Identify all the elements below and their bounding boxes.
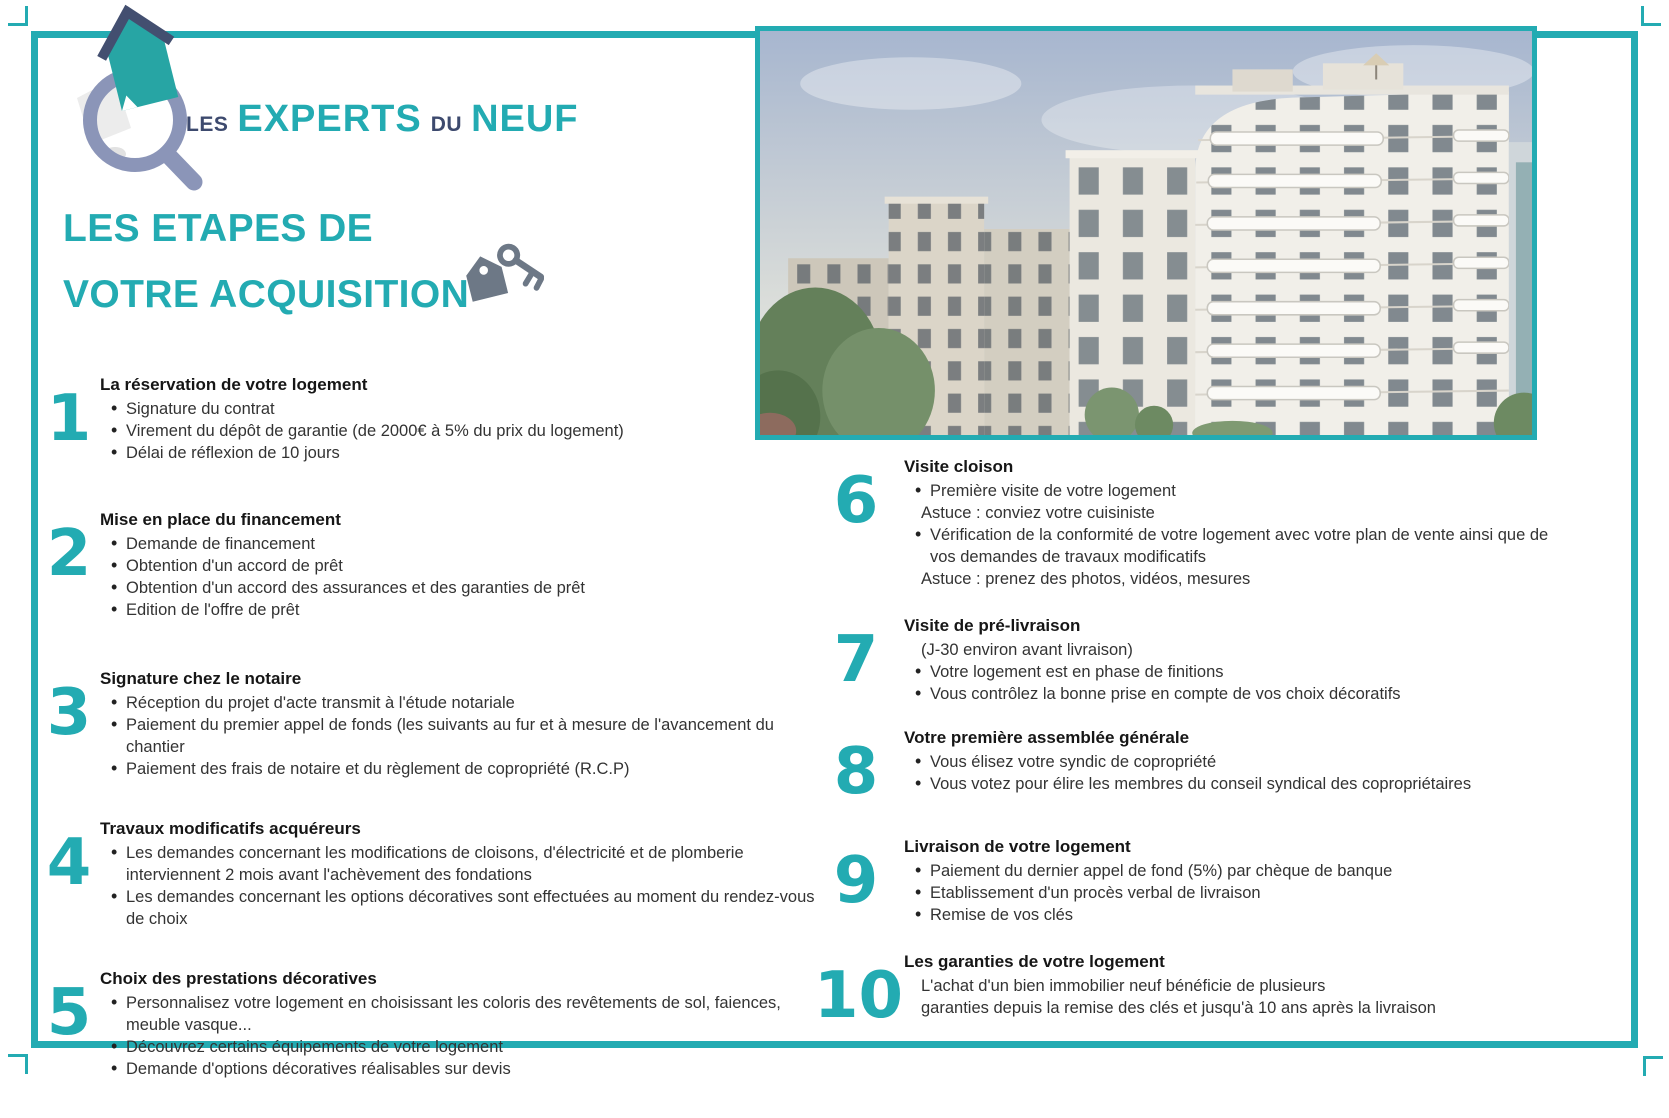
brand-word-du: DU bbox=[430, 113, 463, 136]
step-number: 8 bbox=[833, 735, 879, 809]
step-heading: Visite de pré-livraison bbox=[904, 616, 1081, 635]
step-items bbox=[904, 975, 1550, 1019]
step-items bbox=[904, 639, 1550, 705]
step-item: • Les demandes concernant les modifications de cloisons, d'électricité et de plomberie interviennent 2 mois avant l'achèvement des fondations bbox=[100, 842, 830, 886]
step-items bbox=[904, 480, 1550, 590]
step-heading: Choix des prestations décoratives bbox=[100, 969, 377, 988]
step-number: 10 bbox=[814, 959, 904, 1033]
corner-mark-top-right bbox=[1641, 6, 1661, 26]
step-number: 5 bbox=[46, 976, 92, 1050]
house-keys-icon bbox=[455, 236, 551, 308]
page-title-line2: VOTRE ACQUISITION bbox=[63, 273, 470, 316]
step-item: • Edition de l'offre de prêt bbox=[100, 599, 830, 621]
step-heading: Mise en place du financement bbox=[100, 510, 341, 529]
step-body bbox=[100, 968, 830, 1080]
step-item: • Vous élisez votre syndic de copropriété bbox=[904, 751, 1550, 773]
step-body bbox=[904, 615, 1550, 705]
step-heading: La réservation de votre logement bbox=[100, 375, 368, 394]
page-title-line1: LES ETAPES DE bbox=[63, 207, 374, 250]
brand-word-les: LES bbox=[186, 113, 229, 136]
step-body bbox=[904, 727, 1550, 804]
step-number: 7 bbox=[833, 623, 879, 697]
brand-word-neuf: NEUF bbox=[471, 98, 579, 140]
building-photo bbox=[755, 26, 1537, 440]
step-item: L'achat d'un bien immobilier neuf bénéficie de plusieurs bbox=[921, 977, 1326, 995]
step-item: • Découvrez certains équipements de votre logement bbox=[100, 1036, 830, 1058]
step bbox=[38, 818, 830, 930]
step-number: 9 bbox=[833, 844, 879, 918]
step-body bbox=[904, 456, 1550, 590]
step-heading: Signature chez le notaire bbox=[100, 669, 302, 688]
step-body bbox=[904, 836, 1550, 926]
page-title bbox=[63, 196, 469, 328]
step-number: 6 bbox=[833, 464, 879, 538]
step-body bbox=[100, 374, 830, 464]
step-item: • Obtention d'un accord de prêt bbox=[100, 555, 830, 577]
step-item: • Obtention d'un accord des assurances et des garanties de prêt bbox=[100, 577, 830, 599]
step-item: • Paiement du dernier appel de fond (5%) par chèque de banque bbox=[904, 860, 1550, 882]
step-item: • Vous votez pour élire les membres du conseil syndical des copropriétaires bbox=[904, 773, 1550, 795]
steps-column-right bbox=[814, 456, 1550, 1066]
building-photo-illustration bbox=[760, 31, 1532, 435]
step bbox=[38, 509, 830, 621]
step-item: • Etablissement d'un procès verbal de livraison bbox=[904, 882, 1550, 904]
corner-mark-top-left bbox=[8, 6, 28, 26]
step-body bbox=[904, 951, 1550, 1028]
step-heading: Visite cloison bbox=[904, 457, 1014, 476]
step-item: • Virement du dépôt de garantie (de 2000€ à 5% du prix du logement) bbox=[100, 420, 830, 442]
step-item: • Première visite de votre logement bbox=[904, 480, 1550, 502]
step-item: • Personnalisez votre logement en choisissant les coloris des revêtements de sol, faiences, meuble vasque... bbox=[100, 992, 830, 1036]
step-body bbox=[100, 818, 830, 930]
step-items bbox=[100, 842, 830, 930]
step-item: • Vous contrôlez la bonne prise en compte de vos choix décoratifs bbox=[904, 683, 1550, 705]
step-number: 2 bbox=[46, 517, 92, 591]
step-heading: Travaux modificatifs acquéreurs bbox=[100, 819, 361, 838]
step-body bbox=[100, 668, 830, 780]
step-item: • Vérification de la conformité de votre logement avec votre plan de vente ainsi que de vos demandes de travaux modificatifs bbox=[904, 524, 1550, 568]
brand-word-experts: EXPERTS bbox=[237, 98, 422, 140]
step-item: • Les demandes concernant les options décoratives sont effectuées au moment du rendez-vous de choix bbox=[100, 886, 830, 930]
step-item-note: Astuce : conviez votre cuisiniste bbox=[921, 504, 1155, 522]
step bbox=[38, 374, 830, 464]
step bbox=[38, 968, 830, 1080]
step bbox=[814, 727, 1550, 809]
step-number: 1 bbox=[46, 382, 92, 456]
step-heading: Livraison de votre logement bbox=[904, 837, 1131, 856]
step-item: • Demande d'options décoratives réalisables sur devis bbox=[100, 1058, 830, 1080]
step-item: • Paiement des frais de notaire et du règlement de copropriété (R.C.P) bbox=[100, 758, 830, 780]
step-items bbox=[100, 398, 830, 464]
step-items bbox=[100, 692, 830, 780]
step bbox=[814, 456, 1550, 590]
step bbox=[814, 951, 1550, 1033]
step-items bbox=[904, 860, 1550, 926]
brand-logo bbox=[186, 98, 579, 141]
step-item: (J-30 environ avant livraison) bbox=[921, 641, 1133, 659]
step bbox=[38, 668, 830, 780]
step-item: • Paiement du premier appel de fonds (les suivants au fur et à mesure de l'avancement du chantier bbox=[100, 714, 830, 758]
step-item: • Délai de réflexion de 10 jours bbox=[100, 442, 830, 464]
step-item: • Votre logement est en phase de finitions bbox=[904, 661, 1550, 683]
step-items bbox=[100, 533, 830, 621]
corner-mark-bottom-right bbox=[1643, 1056, 1663, 1076]
steps-column-left bbox=[38, 374, 830, 1118]
step bbox=[814, 615, 1550, 705]
step-item: • Remise de vos clés bbox=[904, 904, 1550, 926]
corner-mark-bottom-left bbox=[8, 1054, 28, 1074]
step-items bbox=[100, 992, 830, 1080]
step-number: 4 bbox=[46, 826, 92, 900]
step-item: • Signature du contrat bbox=[100, 398, 830, 420]
step-item: • Réception du projet d'acte transmit à l'étude notariale bbox=[100, 692, 830, 714]
step-item: garanties depuis la remise des clés et jusqu'à 10 ans après la livraison bbox=[921, 999, 1436, 1017]
step-heading: Les garanties de votre logement bbox=[904, 952, 1165, 971]
step-number: 3 bbox=[46, 676, 92, 750]
step bbox=[814, 836, 1550, 926]
step-items bbox=[904, 751, 1550, 795]
step-heading: Votre première assemblée générale bbox=[904, 728, 1190, 747]
step-item-note: Astuce : prenez des photos, vidéos, mesures bbox=[921, 570, 1251, 588]
step-body bbox=[100, 509, 830, 621]
step-item: • Demande de financement bbox=[100, 533, 830, 555]
